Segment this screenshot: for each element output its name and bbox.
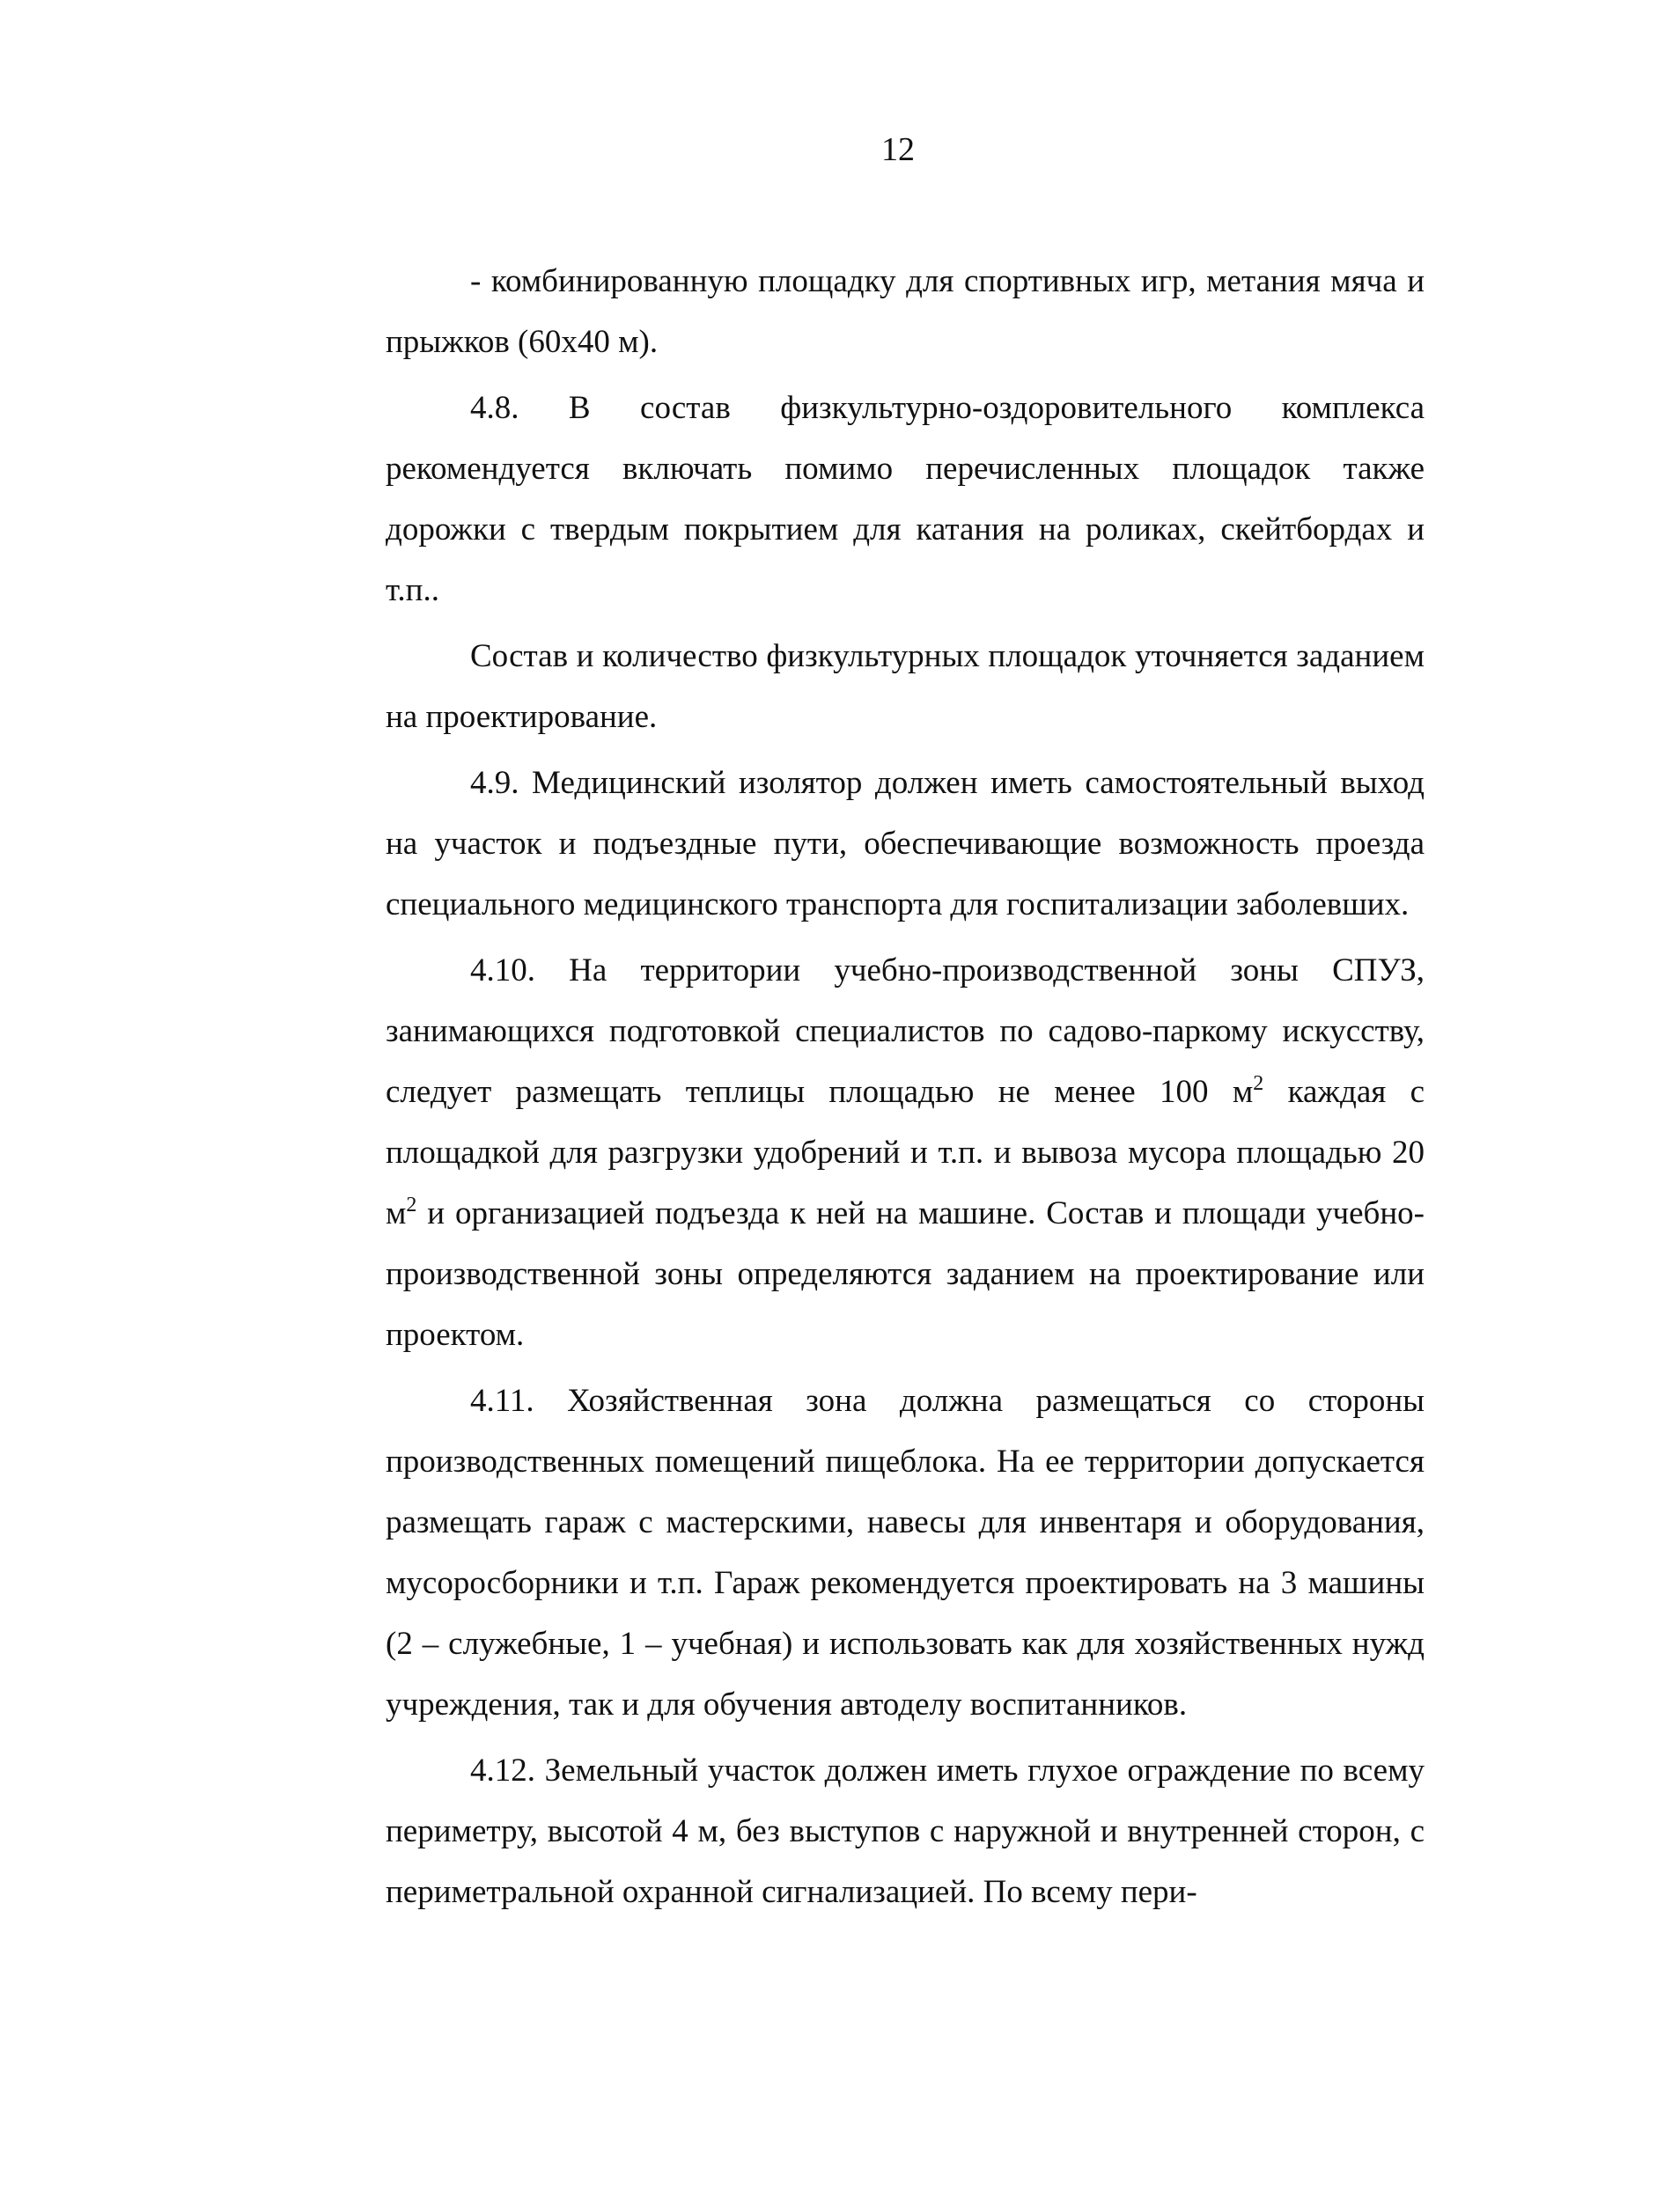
list-item-combined-playground: - комбинированную площадку для спортивных игр, метания мяча и прыжков (60х40 м). bbox=[386, 263, 1425, 360]
superscript-squared: 2 bbox=[406, 1194, 417, 1216]
page-body bbox=[386, 251, 1425, 1922]
page-number: 12 bbox=[881, 131, 915, 168]
paragraph-4-10-part-2: каждая с площадкой для разгрузки удобрений и т.п. и вывоза мусора площадью 20 м bbox=[386, 1074, 1425, 1231]
paragraph-4-10-part-3: и организацией подъезда к ней на машине. Состав и площади учебно-производственной зоны определяются заданием на проектирование или проектом. bbox=[386, 1195, 1425, 1353]
paragraph-4-8: 4.8. В состав физкультурно-оздоровительного комплекса рекомендуется включать помимо перечисленных площадок также дорожки с твердым покрытием для катания на роликах, скейтбордах и т.п.. bbox=[386, 390, 1425, 608]
paragraph-playground-composition: Состав и количество физкультурных площадок уточняется заданием на проектирование. bbox=[386, 638, 1425, 735]
paragraph-4-9: 4.9. Медицинский изолятор должен иметь самостоятельный выход на участок и подъездные пути, обеспечивающие возможность проезда специального медицинского транспорта для госпитализации заболевших. bbox=[386, 765, 1425, 922]
paragraph-4-12: 4.12. Земельный участок должен иметь глухое ограждение по всему периметру, высотой 4 м, без выступов с наружной и внутренней сторон, с периметральной охранной сигнализацией. По всему пери- bbox=[386, 1753, 1425, 1910]
paragraph-4-10 bbox=[386, 940, 1425, 1365]
paragraph-4-11: 4.11. Хозяйственная зона должна размещаться со стороны производственных помещений пищеблока. На ее территории допускается размещать гараж с мастерскими, навесы для инвентаря и оборудования, мусоросборники и т.п. Гараж рекомендуется проектировать на 3 машины (2 – служебные, 1 – учебная) и использовать как для хозяйственных нужд учреждения, так и для обучения автоделу воспитанников. bbox=[386, 1383, 1425, 1723]
superscript-squared: 2 bbox=[1253, 1072, 1264, 1095]
paragraph-4-10-part-1: 4.10. На территории учебно-производственной зоны СПУЗ, занимающихся подготовкой специалистов по садово-паркому искусству, следует размещать теплицы площадью не менее 100 м bbox=[386, 952, 1425, 1110]
